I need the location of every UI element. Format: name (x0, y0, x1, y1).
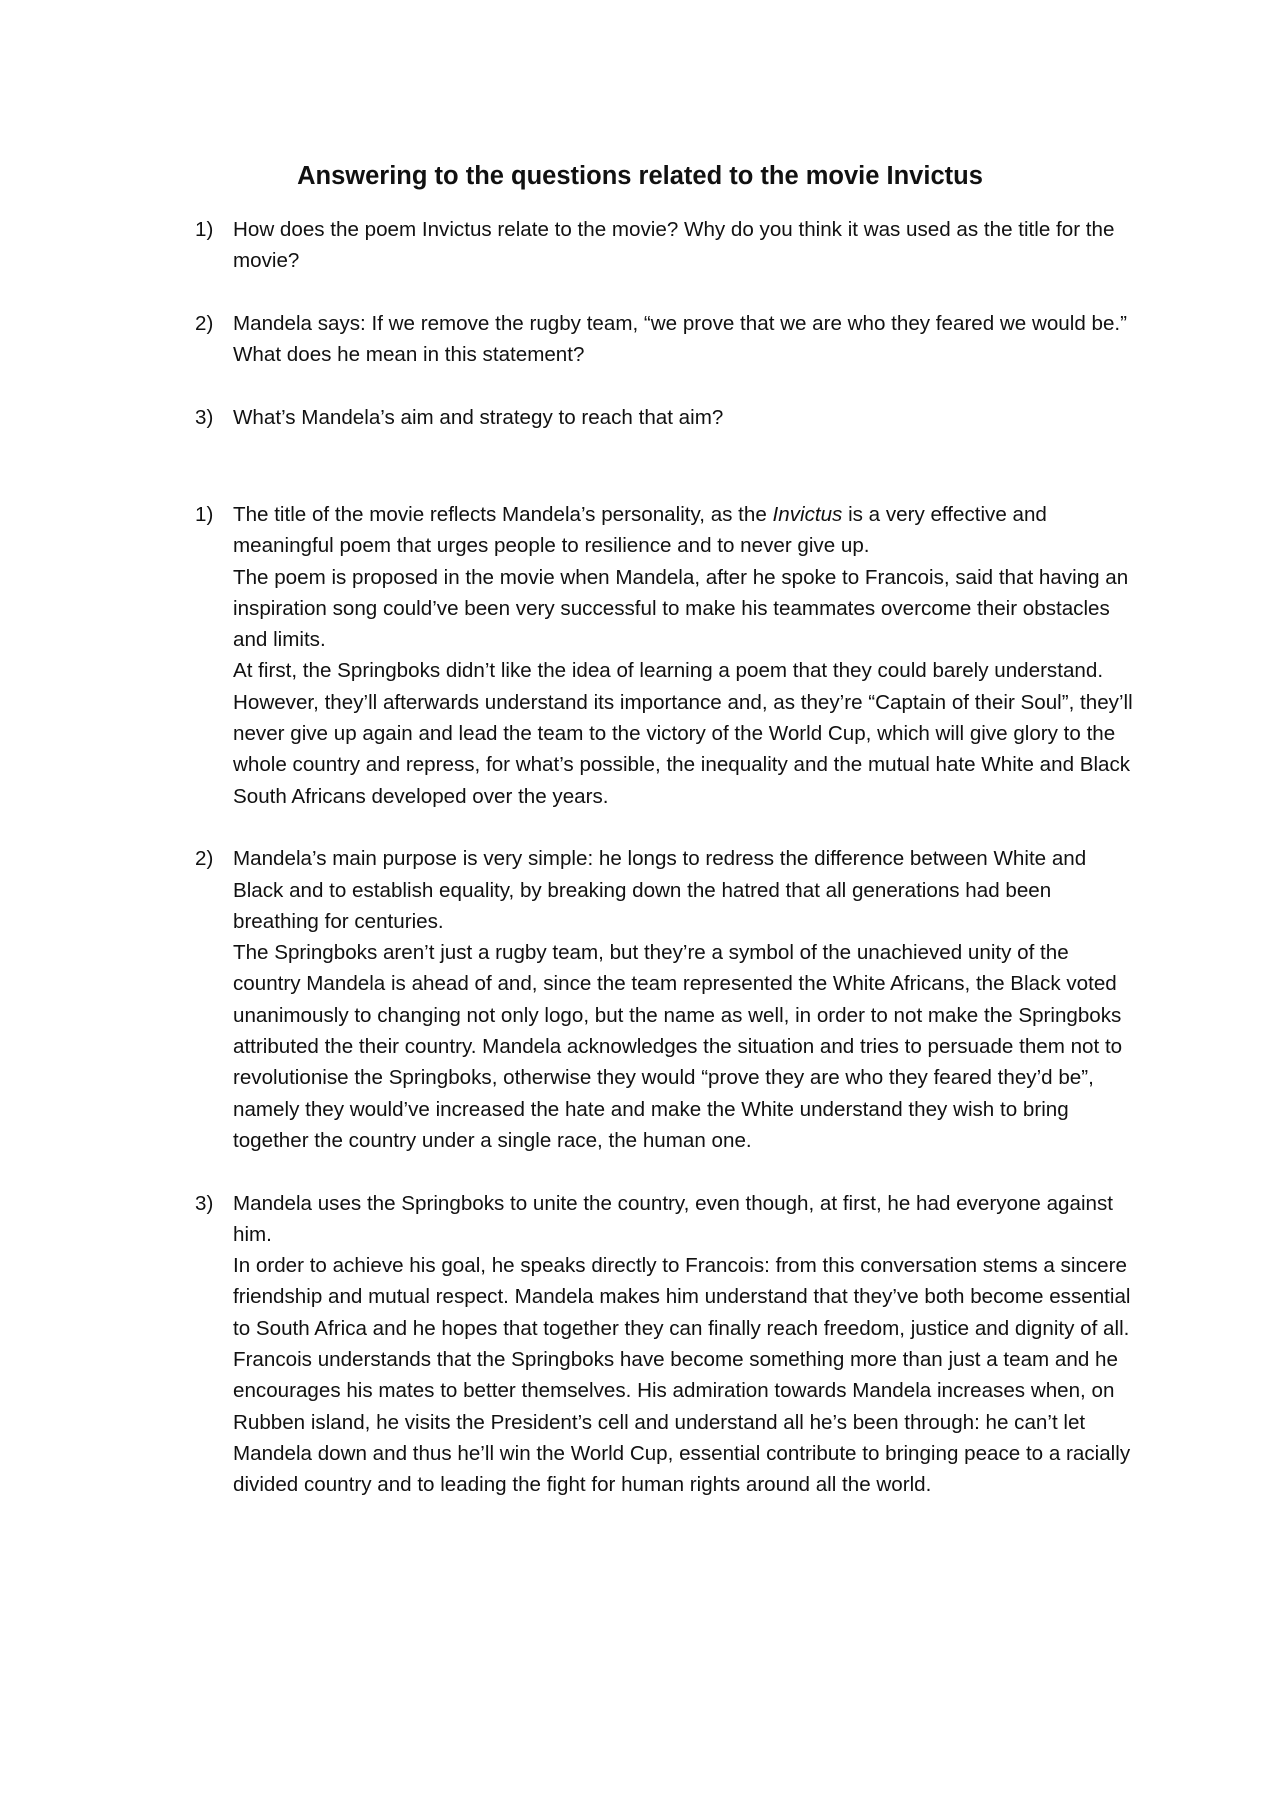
answer-text: is a very effective and meaningful poem that urges people to resilience and to never give up. (233, 503, 1047, 558)
answer-paragraph: Francois understands that the Springboks have become something more than just a team and he encourages his mates to better themselves. His admiration towards Mandela increases when, on Rubben island, he visits the President’s cell and understand all he’s been through: he can’t let Mandela down and thus he’ll win the World Cup, essential contribute to bringing peace to a racially divided country and to leading the fight for human rights around all the world. (233, 1348, 1131, 1497)
answer-paragraph: In order to achieve his goal, he speaks directly to Francois: from this conversation stems a sincere friendship and mutual respect. Mandela makes him understand that they’ve both become essential to South Africa and he hopes that together they can finally reach freedom, justice and dignity of all. (233, 1254, 1131, 1340)
answer-paragraph (233, 499, 1135, 562)
question-number: 1) (195, 218, 214, 241)
answer-paragraph: Mandela’s main purpose is very simple: he longs to redress the difference between White and Black and to establish equality, by breaking down the hatred that all generations had been breathing for centuries. (233, 847, 1087, 933)
answer-paragraph: The poem is proposed in the movie when Mandela, after he spoke to Francois, said that having an inspiration song could’ve been very successful to make his teammates overcome their obstacles and limits. (233, 565, 1129, 652)
answer-text: The title of the movie reflects Mandela’s personality, as the (233, 503, 773, 526)
question-text: What’s Mandela’s aim and strategy to reach that aim? (233, 405, 724, 429)
answers-list (195, 499, 1135, 1532)
answer-item (195, 843, 1135, 1156)
answer-paragraph: At first, the Springboks didn’t like the idea of learning a poem that they could barely understand. However, they’ll afterwards understand its importance and, as they’re “Captain of their Soul”, they’ll never give up again and lead the team to the victory of the World Cup, which will give glory to the whole country and repress, for what’s possible, the inequality and the mutual hate White and Black South Africans developed over the years. (233, 659, 1133, 808)
answer-paragraph: Mandela uses the Springboks to unite the country, even though, at first, he had everyone against him. (233, 1191, 1113, 1246)
question-item (195, 214, 1135, 277)
poem-title-italic: Invictus (772, 503, 843, 526)
answer-item (195, 1188, 1135, 1501)
question-text: How does the poem Invictus relate to the movie? Why do you think it was used as the title for the movie? (233, 218, 1115, 273)
answer-item (195, 499, 1135, 812)
answer-paragraph: The Springboks aren’t just a rugby team, but they’re a symbol of the unachieved unity of the country Mandela is ahead of and, since the team represented the White Africans, the Black voted unanimously to changing not only logo, but the name as well, in order to not make the Springboks attributed the their country. Mandela acknowledges the situation and tries to persuade them not to revolutionise the Springboks, otherwise they would “prove they are who they feared they’d be”, namely they would’ve increased the hate and make the White understand they wish to bring together the country under a single race, the human one. (233, 941, 1123, 1152)
question-number: 3) (195, 405, 214, 429)
questions-list (195, 214, 1135, 464)
question-text: Mandela says: If we remove the rugby team, “we prove that we are who they feared we would be.” What does he mean in this statement? (233, 311, 1127, 367)
answer-number: 1) (195, 503, 214, 526)
answer-number: 2) (195, 847, 214, 871)
document-title: Answering to the questions related to the movie Invictus (297, 162, 983, 190)
question-item (195, 402, 1135, 433)
answer-number: 3) (195, 1191, 214, 1215)
question-item (195, 308, 1135, 371)
question-number: 2) (195, 311, 214, 335)
